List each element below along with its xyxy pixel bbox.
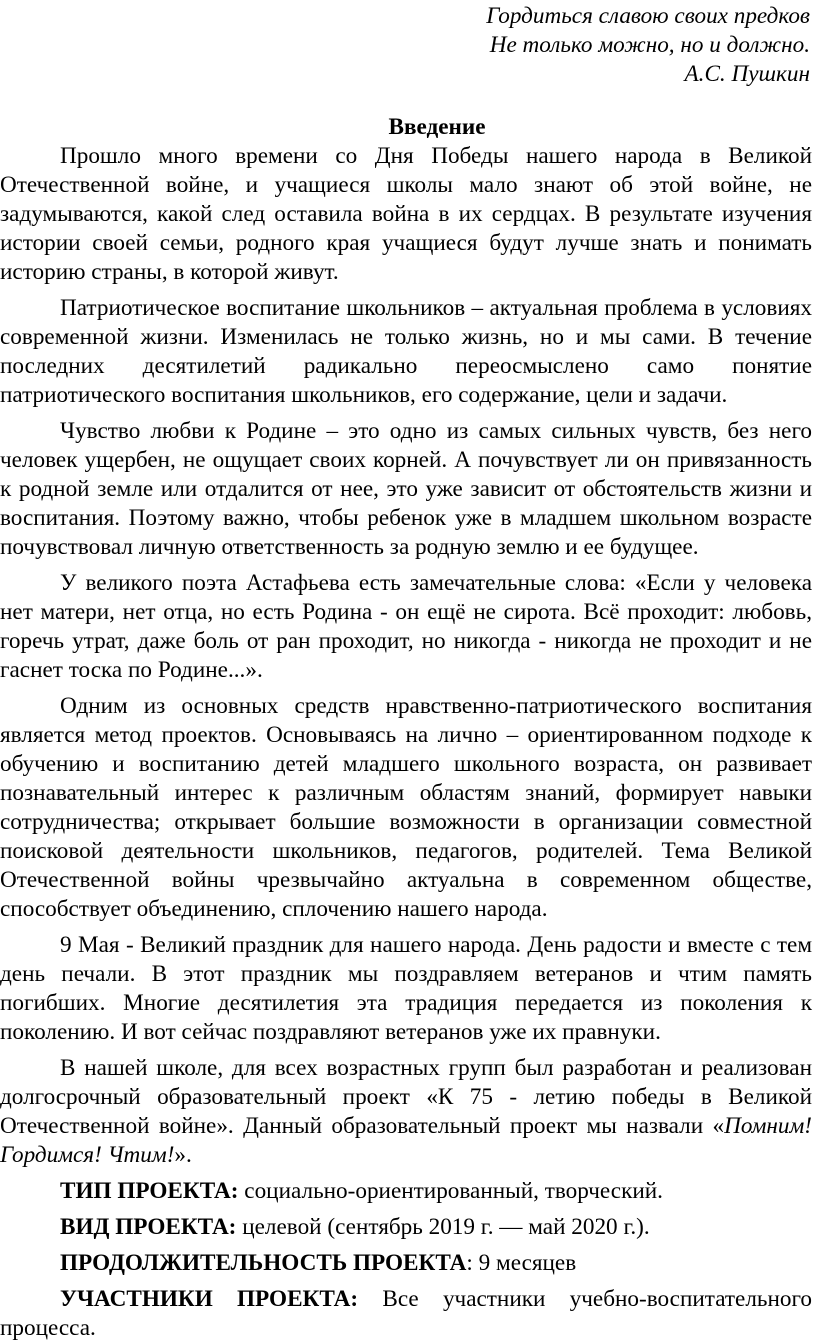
- project-paragraph-close: ».: [174, 1142, 192, 1168]
- epigraph-author: А.С. Пушкин: [684, 61, 810, 87]
- paragraph-intro: Прошло много времени со Дня Победы нашего народа в Великой Отечественной войне, и учащиеся школы мало знают об этой войне, не задумываются, какой след оставила война в их сердцах. В результате изучения истории своей семьи, родного края учащиеся будут лучше знать и понимать историю страны, в которой живут.: [0, 143, 812, 285]
- field-value: Все участники учебно-воспитательного процесса.: [0, 1286, 812, 1341]
- epigraph: [0, 2, 812, 89]
- field-project-type: [0, 1177, 812, 1206]
- paragraph-school-project: [0, 1054, 812, 1170]
- paragraph-patriotic: Патриотическое воспитание школьников – актуальная проблема в условиях современной жизни. Изменилась не только жизнь, но и мы сами. В течение последних десятилетий радикально переосмыслено само понятие патриотического воспитания школьников, его содержание, цели и задачи.: [0, 295, 812, 408]
- field-value: целевой (сентябрь 2019 г. — май 2020 г.).: [236, 1214, 650, 1240]
- project-paragraph-text: В нашей школе, для всех возрастных групп был разработан и реализован долгосрочный образовательный проект «К 75 - летию победы в Великой Отечественной войне». Данный образовательный проект мы назвали «: [0, 1055, 812, 1139]
- field-value: социально-ориентированный, творческий.: [238, 1178, 663, 1204]
- epigraph-line-1: Гордиться славою своих предков: [486, 3, 810, 29]
- field-project-participants: [0, 1285, 812, 1343]
- field-label: УЧАСТНИКИ ПРОЕКТА:: [60, 1286, 359, 1312]
- paragraph-project-method: Одним из основных средств нравственно-патриотического воспитания является метод проектов. Основываясь на лично – ориентированном подходе к обучению и воспитанию детей младшего школьного возраста, он развивает познавательный интерес к различным областям знаний, формирует навыки сотрудничества; открывает большие возможности в организации совместной поисковой деятельности школьников, педагогов, родителей. Тема Великой Отечественной войны чрезвычайно актуальна в современном обществе, способствует объединению, сплочению нашего народа.: [0, 693, 812, 922]
- field-label: ТИП ПРОЕКТА:: [60, 1178, 239, 1204]
- paragraph-love-of-homeland: Чувство любви к Родине – это одно из самых сильных чувств, без него человек ущербен, не ощущает своих корней. А почувствует ли он привязанность к родной земле или отдалится от нее, это уже зависит от обстоятельств жизни и воспитания. Поэтому важно, чтобы ребенок уже в младшем школьном возрасте почувствовал личную ответственность за родную землю и ее будущее.: [0, 418, 812, 560]
- field-label: ВИД ПРОЕКТА:: [60, 1214, 237, 1240]
- field-label: ПРОДОЛЖИТЕЛЬНОСТЬ ПРОЕКТА: [60, 1250, 467, 1276]
- paragraph-astafiev-quote: У великого поэта Астафьева есть замечательные слова: «Если у человека нет матери, нет отца, но есть Родина - он ещё не сирота. Всё проходит: любовь, горечь утрат, даже боль от ран проходит, но никогда - никогда не проходит и не гаснет тоска по Родине...».: [0, 570, 812, 683]
- paragraph-victory-day: 9 Мая - Великий праздник для нашего народа. День радости и вместе с тем день печали. В этот праздник мы поздравляем ветеранов и чтим память погибших. Многие десятилетия эта традиция передается из поколения к поколению. И вот сейчас поздравляют ветеранов уже их правнуки.: [0, 932, 812, 1045]
- section-heading: Введение: [388, 114, 486, 140]
- field-project-duration: [0, 1249, 812, 1278]
- field-value: : 9 месяцев: [466, 1250, 577, 1276]
- project-name: Помним! Гордимся! Чтим!: [0, 1113, 812, 1168]
- epigraph-line-2: Не только можно, но и должно.: [489, 32, 810, 58]
- field-project-kind: [0, 1213, 812, 1242]
